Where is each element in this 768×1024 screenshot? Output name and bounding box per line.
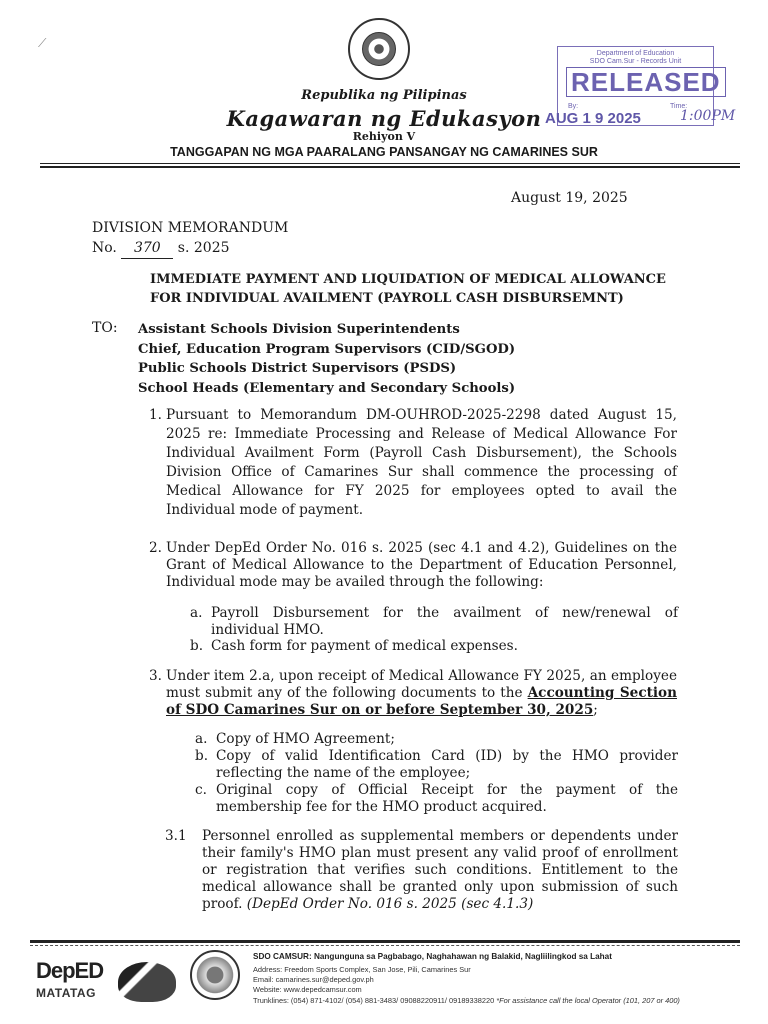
paragraph-text: Under DepEd Order No. 016 s. 2025 (sec 4.1 and 4.2), Guidelines on the Grant of Medical Allowance to the Department of Education Personnel, Individual mode may be availed through the following:	[166, 540, 677, 590]
footer-sdo-motto: Nangunguna sa Pagbabago, Naghahawan ng Balakid, Nagliilingkod sa Lahat	[313, 952, 612, 961]
order-reference: (DepEd Order No. 016 s. 2025 (sec 4.1.3)	[246, 896, 534, 912]
stamp-handwritten-time: 1:00PM	[680, 108, 736, 124]
paragraph-text-end: ;	[593, 702, 598, 718]
list-label: a.	[190, 605, 203, 621]
paragraph-number: 3.1	[165, 828, 187, 844]
list-text: Original copy of Official Receipt for the payment of the membership fee for the HMO product acquired.	[216, 782, 678, 815]
memo-subject	[150, 270, 710, 308]
sdo-camsur-seal-icon	[190, 950, 240, 1000]
stamp-time-label: Time:	[670, 103, 688, 110]
header-region: Rehiyon V	[352, 130, 416, 143]
footer-motto	[253, 952, 612, 961]
footer-divider-dashed	[30, 945, 740, 946]
memo-no-value: 370	[121, 238, 173, 259]
to-label: TO:	[92, 320, 118, 336]
list-item-2a	[190, 605, 678, 639]
footer-divider	[30, 940, 740, 943]
scan-mark: ⟋	[38, 36, 47, 50]
header-office: TANGGAPAN NG MGA PAARALANG PANSANGAY NG CAMARINES SUR	[170, 145, 598, 159]
subject-line2: FOR INDIVIDUAL AVAILMENT (PAYROLL CASH DISBURSEMNT)	[150, 291, 624, 306]
list-text: Copy of HMO Agreement;	[216, 731, 395, 747]
stamp-date: AUG 1 9 2025	[545, 110, 641, 127]
recipient-item: School Heads (Elementary and Secondary Schools)	[138, 380, 516, 396]
list-item-3a	[195, 731, 678, 748]
subject-line1: IMMEDIATE PAYMENT AND LIQUIDATION OF MEDICAL ALLOWANCE	[150, 272, 666, 287]
paragraph-number: 1.	[149, 407, 162, 423]
footer-trunklines: Trunklines: (054) 871-4102/ (054) 881-3483/ 09088220911/ 09189338220	[253, 996, 495, 1005]
header-republic: Republika ng Pilipinas	[301, 88, 467, 103]
memo-series: s. 2025	[177, 240, 230, 256]
memo-number-line	[92, 238, 288, 259]
stamp-by-label: By:	[568, 103, 579, 110]
stamp-status: RELEASED	[566, 67, 726, 97]
recipient-list	[138, 320, 515, 398]
recipient-item: Chief, Education Program Supervisors (CID/SGOD)	[138, 341, 516, 357]
paragraph-text: Pursuant to Memorandum DM-OUHROD-2025-2298 dated August 15, 2025 re: Immediate Processing and Release of Medical Allowance For Individual Availment Form (Payroll Cash Disbursement), the Schools Division Office of Camarines Sur shall commence the processing of Medical Allowance for FY 2025 for employees opted to avail the Individual mode of payment.	[166, 407, 677, 518]
list-text: Cash form for payment of medical expenses.	[211, 638, 518, 654]
recipient-item: Public Schools District Supervisors (PSDS)	[138, 361, 457, 376]
footer-sdo-label: SDO CAMSUR:	[253, 952, 312, 961]
header-department: Kagawaran ng Edukasyon	[226, 106, 542, 131]
memo-type: DIVISION MEMORANDUM	[92, 220, 289, 236]
bagong-pilipinas-logo-icon	[118, 962, 176, 1002]
paragraph-text: Under item 2.a, upon receipt of Medical Allowance FY 2025, an employee must submit any of the following documents to the	[166, 668, 677, 701]
list-label: a.	[195, 731, 208, 747]
paragraph-2	[149, 540, 677, 591]
list-item-3b	[195, 748, 678, 782]
footer-website: Website: www.depedcamsur.com	[253, 985, 362, 994]
deped-matatag-logo	[36, 958, 112, 1000]
deadline-emphasis: Accounting Section of SDO Camarines Sur on or before September 30, 2025	[166, 685, 678, 718]
deped-seal-icon	[348, 18, 410, 80]
stamp-office-line1: Department of Education	[596, 50, 675, 57]
list-text: Copy of valid Identification Card (ID) by the HMO provider reflecting the name of the employee;	[216, 748, 678, 781]
stamp-office-line2: SDO Cam.Sur - Records Unit	[589, 58, 682, 65]
paragraph-text: Personnel enrolled as supplemental members or dependents under their family's HMO plan must present any valid proof of enrollment or registration that verifies such conditions. Entitlement to the medical allowance shall be granted only upon submission of such proof.	[202, 828, 678, 912]
paragraph-number: 2.	[149, 540, 162, 556]
memo-designation	[92, 218, 288, 259]
paragraph-1	[149, 406, 677, 520]
list-label: c.	[195, 782, 207, 798]
paragraph-number: 3.	[149, 668, 162, 684]
paragraph-3-1	[165, 828, 678, 913]
list-text: Payroll Disbursement for the availment of new/renewal of individual HMO.	[211, 605, 678, 638]
paragraph-3	[149, 668, 678, 719]
header-divider	[40, 163, 740, 164]
memo-date: August 19, 2025	[511, 190, 628, 206]
deped-logo-text: DepED	[36, 958, 104, 983]
matatag-logo-text: MATATAG	[36, 986, 96, 1000]
list-label: b.	[190, 638, 204, 654]
footer-email: Email: camarines.sur@deped.gov.ph	[253, 975, 374, 984]
footer-assistance: *For assistance call the local Operator (101, 207 or 400)	[496, 996, 680, 1005]
header-divider-thick	[40, 166, 740, 168]
memo-no-label: No.	[92, 240, 117, 256]
footer-address: Address: Freedom Sports Complex, San Jose, Pili, Camarines Sur	[253, 965, 471, 974]
list-item-2b	[190, 637, 678, 656]
recipient-item: Assistant Schools Division Superintendents	[138, 322, 460, 337]
list-item-3c	[195, 782, 678, 816]
list-label: b.	[195, 748, 209, 764]
footer-contacts	[253, 996, 680, 1005]
